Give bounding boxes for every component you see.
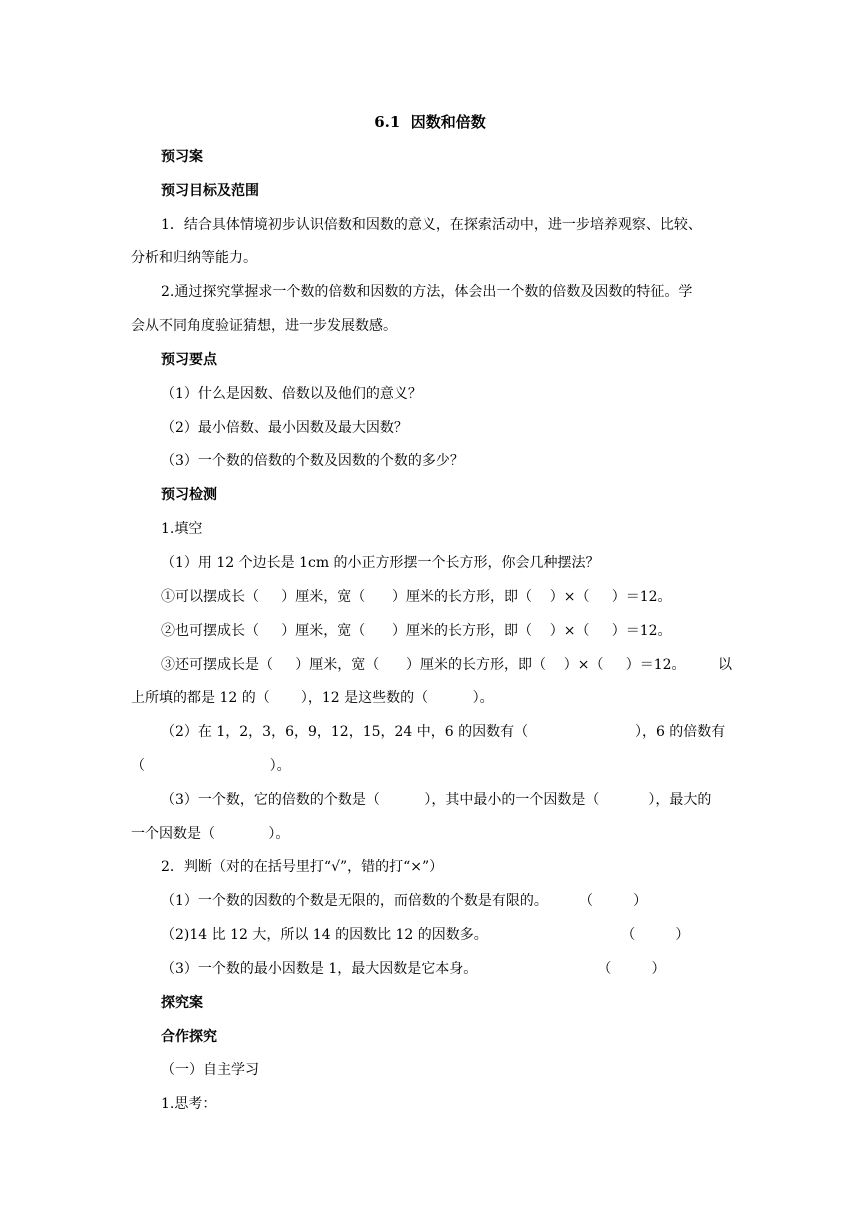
point-1: （1）什么是因数、倍数以及他们的意义？ [161,386,422,402]
heading-preview: 预习案 [161,149,203,165]
question-1: （1）用 12 个边长是 1cm 的小正方形摆一个长方形，你会几种摆法？ [161,555,600,571]
judge-2: （2)14 比 12 大，所以 14 的因数比 12 的因数多。 （ ） [161,927,690,943]
point-3: （3）一个数的倍数的个数及因数的个数的多少？ [161,453,464,469]
goal2-line1: 2.通过探究掌握求一个数的倍数和因数的方法，体会出一个数的倍数及因数的特征。学 [161,284,693,300]
goal1-line1: 1．结合具体情境初步认识倍数和因数的意义，在探索活动中，进一步培养观察、比较、 [161,217,702,233]
question-3-line2: 一个因数是（ ）。 [131,826,290,842]
judge-title: 2．判断（对的在括号里打“√”，错的打“×”） [161,859,444,875]
question-1-b: ②也可摆成长（ ）厘米，宽（ ）厘米的长方形，即（ ）×（ ）＝12。 [161,623,672,639]
self-study: （一）自主学习 [161,1062,259,1078]
judge-3: （3）一个数的最小因数是 1，最大因数是它本身。 （ ） [161,961,666,977]
goal2-line2: 会从不同角度验证猜想，进一步发展数感。 [131,318,397,334]
heading-coop: 合作探究 [161,1029,217,1045]
heading-check: 预习检测 [161,487,217,503]
question-3-line1: （3）一个数，它的倍数的个数是（ ），其中最小的一个因数是（ ），最大的 [161,792,712,808]
goal1-line2: 分析和归纳等能力。 [131,250,257,266]
think: 1.思考： [161,1096,217,1112]
question-1-c: ③还可摆成长是（ ）厘米，宽（ ）厘米的长方形，即（ ）×（ ）＝12。 [161,657,686,673]
heading-goal: 预习目标及范围 [161,183,259,199]
question-1-a: ①可以摆成长（ ）厘米，宽（ ）厘米的长方形，即（ ）×（ ）＝12。 [161,589,672,605]
page-title: 6.1 因数和倍数 [374,113,486,131]
heading-explore: 探究案 [161,995,203,1011]
question-1-d: 上所填的都是 12 的（ ），12 是这些数的（ ）。 [131,690,494,706]
question-2-line2: （ ）。 [131,758,291,774]
heading-points: 预习要点 [161,352,217,368]
point-2: （2）最小倍数、最小因数及最大因数？ [161,420,408,436]
question-2-line1: （2）在 1，2，3，6，9，12，15，24 中，6 的因数有（ ），6 的倍数有 [161,724,726,740]
question-1-c-tail: 以 [718,657,732,673]
fill-title: 1.填空 [161,521,203,537]
judge-1: （1）一个数的因数的个数是无限的，而倍数的个数是有限的。 （ ） [161,893,648,909]
